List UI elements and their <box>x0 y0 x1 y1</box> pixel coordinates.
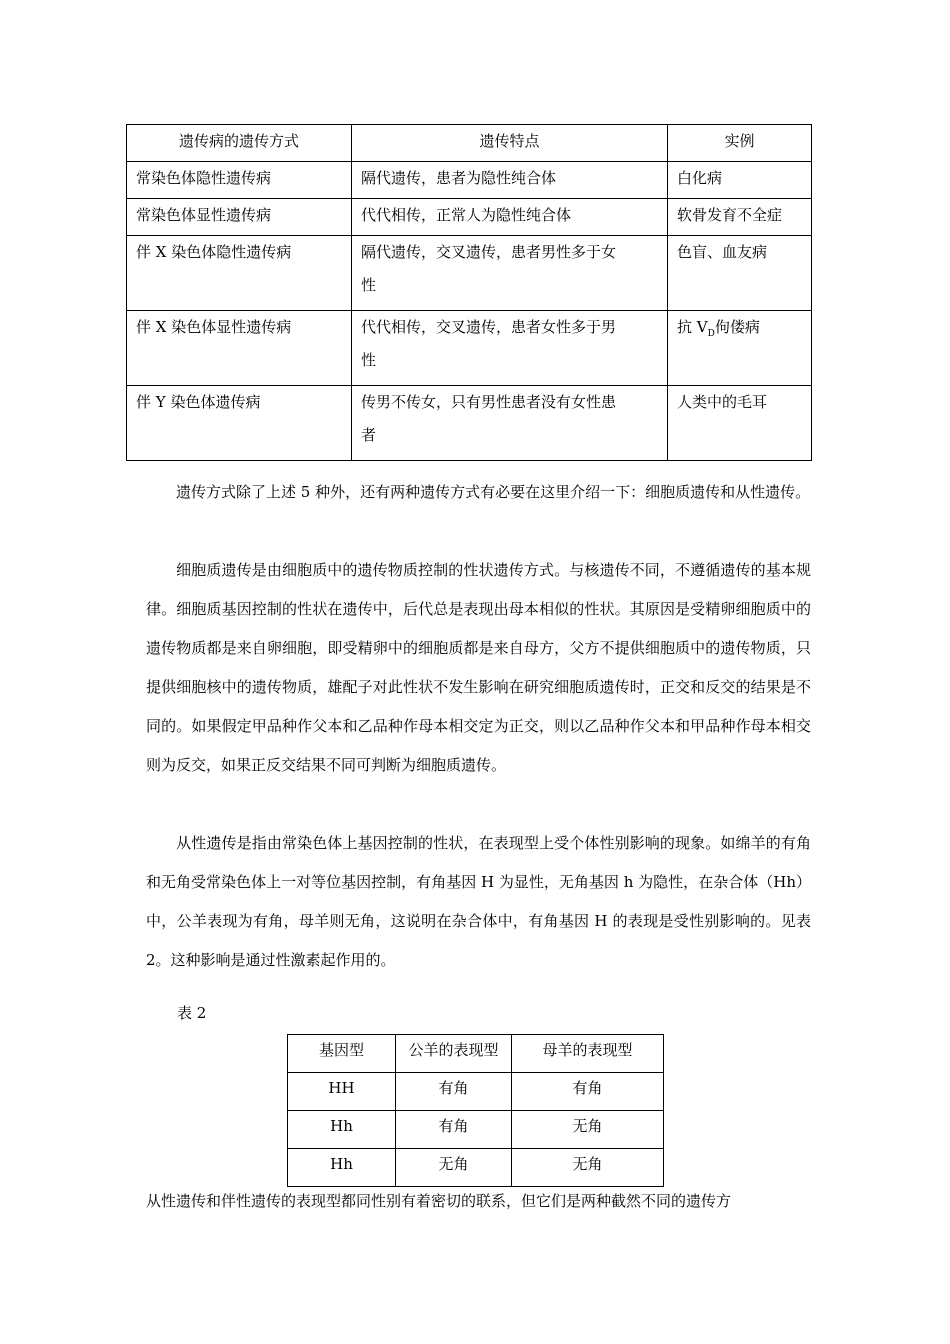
table-row <box>288 1149 664 1187</box>
table-cell: 无角 <box>396 1149 512 1187</box>
cell-text-line1: 传男不传女，只有男性患者没有女性患 <box>361 393 617 411</box>
table-cell: 无角 <box>512 1149 664 1187</box>
table-cell: Hh <box>288 1149 396 1187</box>
table-header-cell: 公羊的表现型 <box>396 1035 512 1073</box>
cell-text: 色盲、血友病 <box>677 243 768 261</box>
table-header-cell: 母羊的表现型 <box>512 1035 664 1073</box>
table-row <box>288 1073 664 1111</box>
cell-text-line2: 性 <box>361 351 377 369</box>
cell-text-line1: 隔代遗传，交叉遗传，患者男性多于女 <box>361 243 617 261</box>
cell-text: 伴 Y 染色体遗传病 <box>136 393 261 411</box>
table-cell-example: 白化病 <box>668 162 812 199</box>
table-row <box>127 236 812 311</box>
table-cell: 有角 <box>512 1073 664 1111</box>
paragraph-cytoplasmic-inheritance <box>146 551 811 785</box>
table-cell-feature <box>352 386 668 461</box>
table-header-row <box>288 1035 664 1073</box>
table-cell: Hh <box>288 1111 396 1149</box>
table-row <box>127 162 812 199</box>
table-cell-example <box>668 386 812 461</box>
table-row <box>127 311 812 386</box>
table-row <box>127 386 812 461</box>
table-header-cell: 遗传病的遗传方式 <box>127 125 352 162</box>
inheritance-modes-table <box>126 124 812 461</box>
table-header-cell: 遗传特点 <box>352 125 668 162</box>
table-row <box>288 1111 664 1149</box>
table-cell-mode <box>127 236 352 311</box>
table-row <box>127 199 812 236</box>
table-cell-mode: 常染色体隐性遗传病 <box>127 162 352 199</box>
paragraph-text: 细胞质遗传是由细胞质中的遗传物质控制的性状遗传方式。与核遗传不同，不遵循遗传的基本规律。细胞质基因控制的性状在遗传中，后代总是表现出母本相似的性状。其原因是受精卵细胞质中的遗传物质都是来自卵细胞，即受精卵中的细胞质都是来自母方，父方不提供细胞质中的遗传物质，只提供细胞核中的遗传物质，雄配子对此性状不发生影响在研究细胞质遗传时，正交和反交的结果是不同的。如果假定甲品种作父本和乙品种作母本相交定为正交，则以乙品种作父本和甲品种作母本相交则为反交，如果正反交结果不同可判断为细胞质遗传。 <box>146 561 811 774</box>
table-cell: HH <box>288 1073 396 1111</box>
table-cell-example: 软骨发育不全症 <box>668 199 812 236</box>
table-cell-feature: 代代相传，正常人为隐性纯合体 <box>352 199 668 236</box>
example-prefix: 抗 V <box>677 318 708 336</box>
cell-text-line2: 性 <box>361 276 377 294</box>
table-cell-example <box>668 311 812 386</box>
table-cell-feature <box>352 311 668 386</box>
example-suffix: 佝偻病 <box>714 318 760 336</box>
example-subscript: D <box>707 329 715 339</box>
paragraph-intro <box>146 473 811 512</box>
table-cell-feature <box>352 236 668 311</box>
table-cell-example <box>668 236 812 311</box>
paragraph-text: 从性遗传是指由常染色体上基因控制的性状，在表现型上受个体性别影响的现象。如绵羊的有角和无角受常染色体上一对等位基因控制，有角基因 H 为显性，无角基因 h 为隐性，在杂合体（Hh）中，公羊表现为有角，母羊则无角，这说明在杂合体中，有角基因 H 的表现是受性别影响的。见表 2。这种影响是通过性激素起作用的。 <box>146 834 811 969</box>
table-cell: 有角 <box>396 1073 512 1111</box>
table-cell-feature: 隔代遗传，患者为隐性纯合体 <box>352 162 668 199</box>
table-caption: 表 2 <box>177 1004 207 1022</box>
table-header-cell: 实例 <box>668 125 812 162</box>
cell-text <box>677 314 802 347</box>
paragraph-closing: 从性遗传和伴性遗传的表现型都同性别有着密切的联系，但它们是两种截然不同的遗传方 <box>146 1192 732 1210</box>
paragraph-sex-influenced-inheritance <box>146 824 811 980</box>
cell-text: 伴 X 染色体隐性遗传病 <box>136 243 292 261</box>
table-cell-mode: 常染色体显性遗传病 <box>127 199 352 236</box>
table-cell: 无角 <box>512 1111 664 1149</box>
cell-text-line1: 代代相传，交叉遗传，患者女性多于男 <box>361 318 617 336</box>
cell-text: 伴 X 染色体显性遗传病 <box>136 318 292 336</box>
cell-text: 人类中的毛耳 <box>677 393 768 411</box>
table-cell-mode <box>127 386 352 461</box>
table-cell-mode <box>127 311 352 386</box>
cell-text-line2: 者 <box>361 426 377 444</box>
table-cell: 有角 <box>396 1111 512 1149</box>
sheep-horn-genotype-table <box>287 1034 664 1187</box>
table-header-cell: 基因型 <box>288 1035 396 1073</box>
table-header-row <box>127 125 812 162</box>
paragraph-text: 遗传方式除了上述 5 种外，还有两种遗传方式有必要在这里介绍一下：细胞质遗传和从性遗传。 <box>176 483 811 501</box>
